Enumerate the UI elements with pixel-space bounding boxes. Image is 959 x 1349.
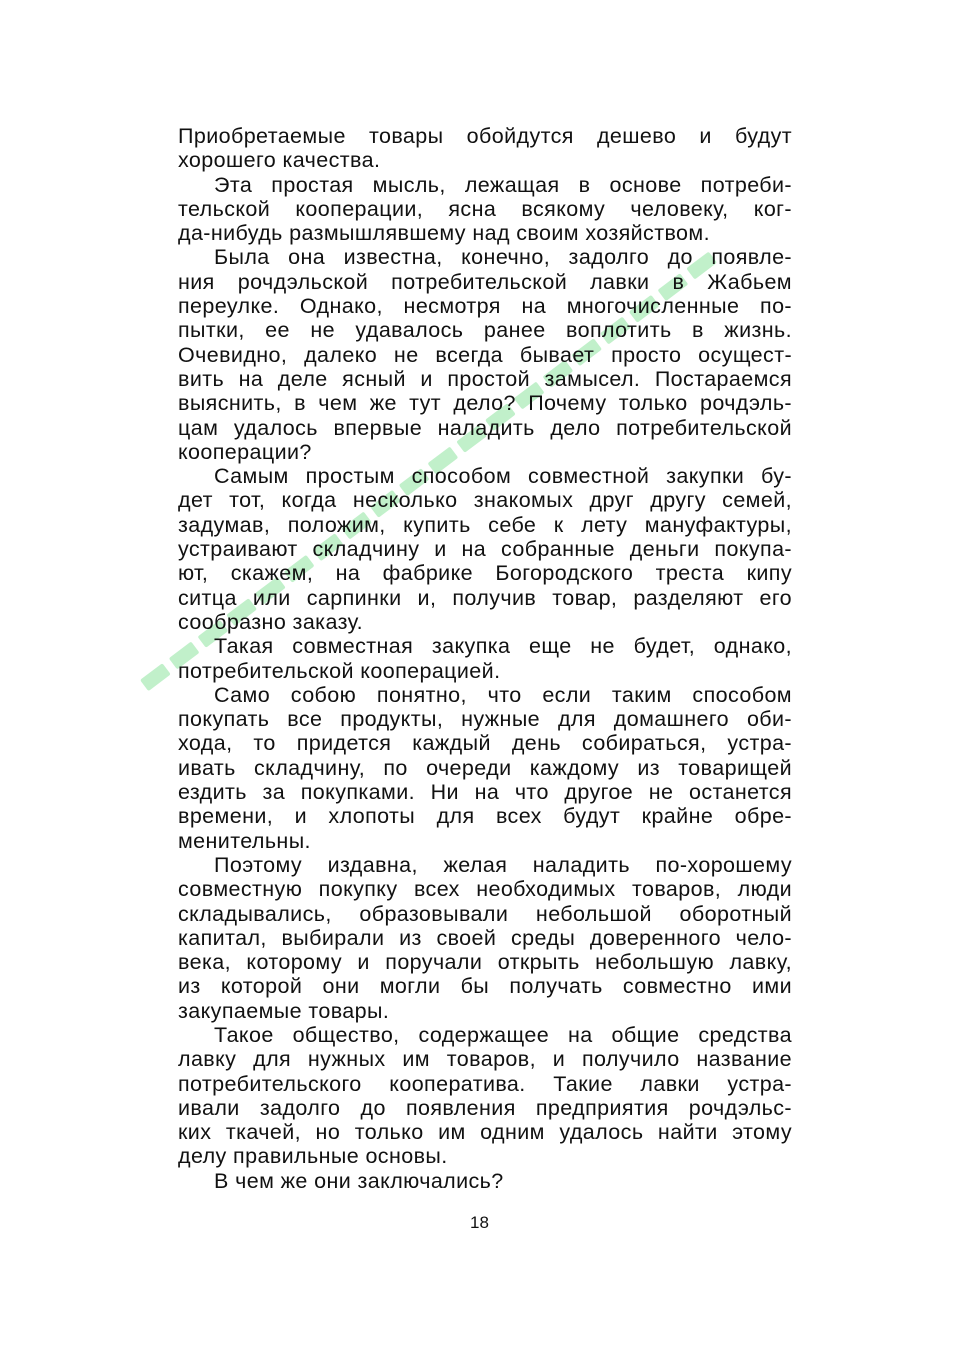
text-line: времени, и хлопоты для всех будут крайне обре- (178, 804, 792, 829)
text-line: сообразно заказу. (178, 609, 363, 634)
text-line: тельской кооперации, ясна всякому человеку, ког- (178, 196, 792, 221)
text-line: делу правильные основы. (178, 1144, 448, 1169)
text-line: ездить за покупками. Ни на что другое не останется (178, 780, 792, 805)
text-line: закупаемые товары. (178, 998, 390, 1023)
text-line: Само собою понятно, что если таким способом (214, 682, 792, 707)
text-line: покупать все продукты, нужные для домашнего оби- (178, 707, 792, 732)
text-line: устраивают складчину и на собранные деньги покупа- (178, 537, 792, 562)
text-line: кооперации? (178, 439, 312, 464)
text-line: Эта простая мысль, лежащая в основе потреби- (214, 172, 792, 197)
text-line: лавку для нужных им товаров, и получило название (178, 1047, 792, 1072)
text-line: задумав, положим, купить себе к лету мануфактуры, (178, 512, 792, 537)
page-number: 18 (470, 1213, 489, 1232)
text-line: хорошего качества. (178, 148, 381, 173)
text-line: Такая совместная закупка еще не будет, однако, (214, 634, 792, 659)
text-line: Очевидно, далеко не всегда бывает просто осущест- (178, 342, 792, 367)
text-line: цам удалось впервые наладить дело потребительской (178, 415, 792, 440)
body-text (178, 124, 792, 1193)
text-line: ких ткачей, но только им одним удалось найти этому (178, 1120, 792, 1145)
text-line: Приобретаемые товары обойдутся дешево и будут (178, 124, 792, 148)
text-line: из которой они могли бы получать совместно ими (178, 974, 792, 999)
text-line: менительны. (178, 828, 311, 853)
text-line: ют, скажем, на фабрике Богородского треста кипу (178, 561, 792, 586)
text-line: ния рочдэльской потребительской лавки в Жабьем (178, 269, 792, 294)
text-line: Была она известна, конечно, задолго до появле- (214, 245, 792, 270)
text-line: дет тот, когда несколько знакомых друг другу семей, (178, 488, 792, 513)
text-line: ивали задолго до появления предприятия рочдэльс- (178, 1095, 792, 1120)
text-line: переулке. Однако, несмотря на многочисленные по- (178, 294, 792, 319)
text-line: потребительской кооперацией. (178, 658, 501, 683)
text-line: ивать складчину, по очереди каждому из товарищей (178, 755, 792, 780)
text-line: пытки, ее не удавалось ранее воплотить в жизнь. (178, 318, 792, 343)
text-line: складывались, образовывали небольшой оборотный (178, 901, 792, 926)
text-line: хода, то придется каждый день собираться, устра- (178, 731, 792, 756)
text-line: ситца или сарпинки и, получив товар, разделяют его (178, 585, 792, 610)
text-line: Поэтому издавна, желая наладить по-хорошему (214, 852, 792, 877)
text-line: Такое общество, содержащее на общие средства (214, 1022, 792, 1047)
text-line: вить на деле ясный и простой замысел. Постараемся (178, 366, 792, 391)
text-line: В чем же они заключались? (214, 1168, 504, 1193)
text-line: выяснить, в чем же тут дело? Почему только рочдэль- (178, 391, 792, 416)
text-line: да-нибудь размышлявшему над своим хозяйством. (178, 221, 710, 246)
text-line: Самым простым способом совместной закупки бу- (214, 464, 792, 489)
text-line: потребительского кооператива. Такие лавки устра- (178, 1071, 792, 1096)
text-line: совместную покупку всех необходимых товаров, люди (178, 877, 792, 902)
text-line: века, которому и поручали открыть небольшую лавку, (178, 950, 792, 975)
text-line: капитал, выбирали из своей среды доверенного чело- (178, 925, 792, 950)
